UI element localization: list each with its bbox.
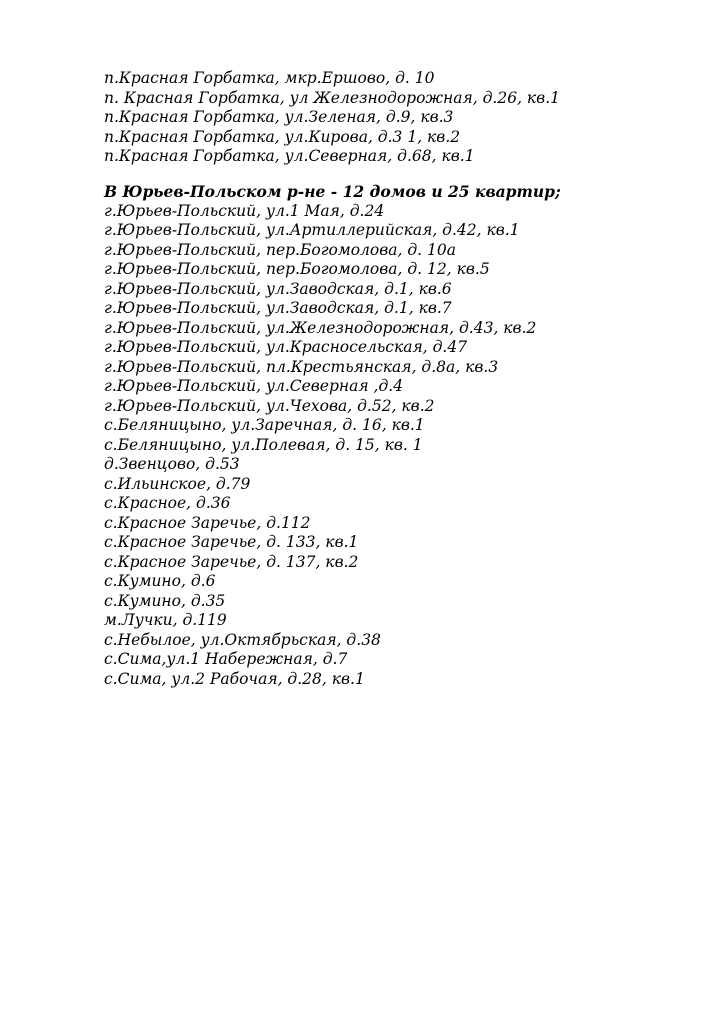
address-line: г.Юрьев-Польский, ул.Заводская, д.1, кв.7 [104,299,452,317]
address-line: г.Юрьев-Польский, пер.Богомолова, д. 12, кв.5 [104,260,490,278]
address-line: с.Сима, ул.2 Рабочая, д.28, кв.1 [104,669,365,688]
address-line: с.Ильинское, д.79 [104,474,251,493]
address-line: п.Красная Горбатка, ул.Кирова, д.3 1, кв.2 [104,127,461,146]
address-line: с.Беляницыно, ул.Заречная, д. 16, кв.1 [104,416,425,434]
section-heading: В Юрьев-Польском р-не - 12 домов и 25 квартир; [104,182,561,201]
address-line: с.Красное Заречье, д. 133, кв.1 [104,533,359,551]
address-line: с.Кумино, д.6 [104,572,216,590]
address-line: с.Небылое, ул.Октябрьская, д.38 [104,630,381,649]
address-line: г.Юрьев-Польский, пер.Богомолова, д. 10а [104,240,456,259]
address-line: п. Красная Горбатка, ул Железнодорожная, д.26, кв.1 [104,88,560,107]
address-line: с.Красное, д.36 [104,494,231,512]
address-line: г.Юрьев-Польский, ул.1 Мая, д.24 [104,201,385,220]
address-line: п.Красная Горбатка, мкр.Ершово, д. 10 [104,69,435,87]
address-line: г.Юрьев-Польский, ул.Красносельская, д.47 [104,338,468,356]
address-line: г.Юрьев-Польский, ул.Чехова, д.52, кв.2 [104,396,435,415]
address-line: г.Юрьев-Польский, ул.Северная ,д.4 [104,377,404,395]
address-list-krasnaya-gorbatka [104,69,704,167]
address-line: с.Красное Заречье, д.112 [104,513,311,532]
address-line: п.Красная Горбатка, ул.Зеленая, д.9, кв.3 [104,108,454,126]
address-line: г.Юрьев-Польский, ул.Заводская, д.1, кв.6 [104,279,452,298]
address-line: с.Кумино, д.35 [104,591,226,610]
address-line: г.Юрьев-Польский, ул.Железнодорожная, д.43, кв.2 [104,318,537,337]
address-line: д.Звенцово, д.53 [104,455,240,473]
address-list-yuryev-polsky [104,182,704,689]
address-line: с.Красное Заречье, д. 137, кв.2 [104,552,359,571]
address-line: м.Лучки, д.119 [104,611,227,629]
address-line: п.Красная Горбатка, ул.Северная, д.68, кв.1 [104,147,475,165]
address-line: с.Беляницыно, ул.Полевая, д. 15, кв. 1 [104,435,423,454]
address-line: г.Юрьев-Польский, ул.Артиллерийская, д.42, кв.1 [104,221,520,239]
address-line: с.Сима,ул.1 Набережная, д.7 [104,650,348,668]
address-line: г.Юрьев-Польский, пл.Крестьянская, д.8а, кв.3 [104,357,499,376]
